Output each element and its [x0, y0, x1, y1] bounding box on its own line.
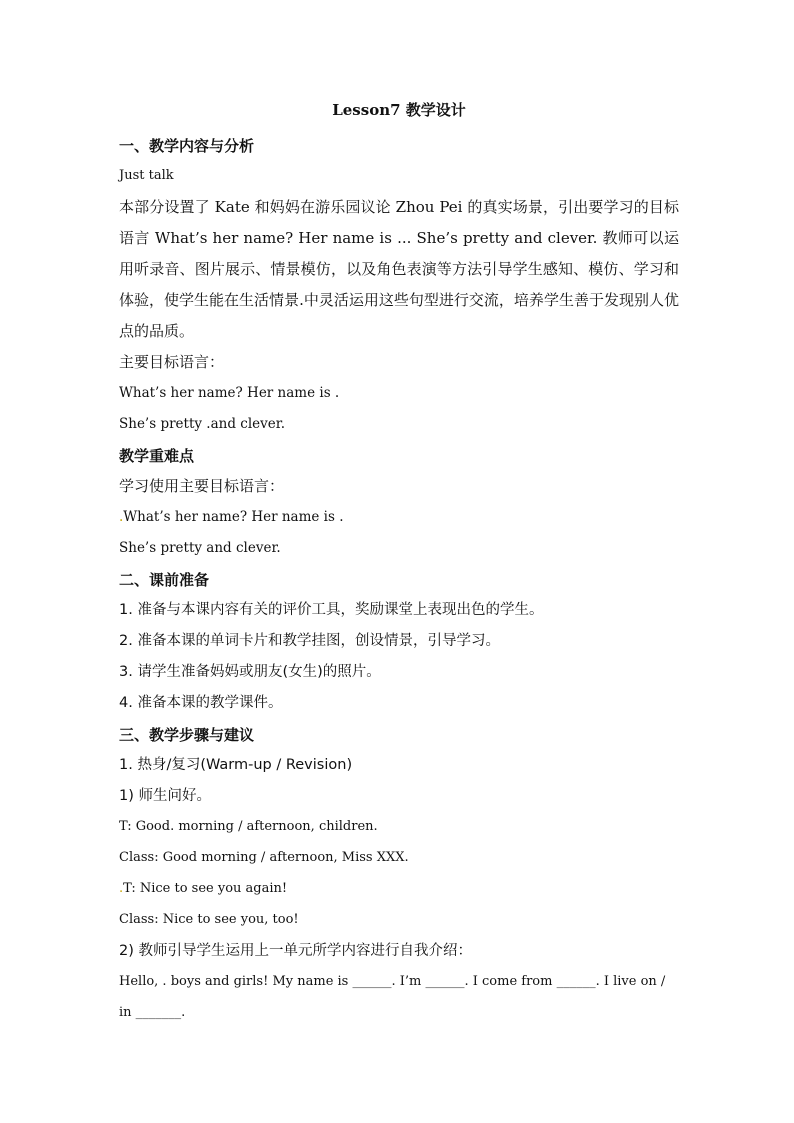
sub-step-greeting: 1) 师生问好。 — [119, 788, 211, 804]
self-intro-template: Hello, . boys and girls! My name is ______. I’m ______. I come from ______. I live on / — [119, 974, 666, 989]
prep-item-1: 1. 准备与本课内容有关的评价工具，奖励课堂上表现出色的学生。 — [119, 602, 544, 618]
key-sentence-2: She’s pretty and clever. — [119, 540, 281, 556]
target-language-label: 主要目标语言： — [119, 353, 225, 371]
target-sentence-1: What’s her name? Her name is . — [119, 385, 340, 401]
key-sentence-1-text: What’s her name? Her name is . — [123, 509, 344, 525]
key-sentence-1 — [119, 502, 679, 533]
prep-item-3: 3. 请学生准备妈妈或朋友(女生)的照片。 — [119, 664, 381, 680]
document-title: Lesson7 教学设计 — [332, 101, 466, 119]
stray-mark: . — [119, 881, 124, 896]
dialogue-line-4: Class: Nice to see you, too! — [119, 912, 299, 927]
sub-step-self-intro: 2) 教师引导学生运用上一单元所学内容进行自我介绍： — [119, 943, 472, 959]
dialogue-line-1: T: Good. morning / afternoon, children. — [119, 819, 378, 834]
dialogue-line-3 — [119, 874, 679, 905]
key-points-intro: 学习使用主要目标语言： — [119, 477, 285, 495]
document-page — [119, 100, 679, 1029]
section-heading-key-points: 教学重难点 — [119, 447, 195, 465]
self-intro-template-end: in _______. — [119, 1005, 186, 1020]
section-heading-content-analysis: 一、教学内容与分析 — [119, 137, 255, 155]
prep-item-2: 2. 准备本课的单词卡片和教学挂图，创设情景，引导学习。 — [119, 633, 500, 649]
step-warm-up: 1. 热身/复习(Warm-up / Revision) — [119, 757, 353, 773]
target-sentence-2: She’s pretty .and clever. — [119, 416, 286, 432]
section-heading-preparation: 二、课前准备 — [119, 571, 210, 589]
stray-mark: . — [119, 509, 124, 525]
subtitle-just-talk: Just talk — [119, 168, 174, 183]
dialogue-line-3-text: T: Nice to see you again! — [123, 881, 288, 896]
content-analysis-paragraph: 本部分设置了 Kate 和妈妈在游乐园议论 Zhou Pei 的真实场景，引出要学习的目标语言 What’s her name? Her name is ... She’s pretty and clever. 教师可以运用听录音、图片展示、情景模仿，以及角色表演等方法引导学生感知、模仿、学习和体验，使学生能在生活情景.中灵活运用这些句型进行交流，培养学生善于发现别人优点的品质。 — [119, 198, 679, 340]
prep-item-4: 4. 准备本课的教学课件。 — [119, 695, 283, 711]
section-heading-teaching-steps: 三、教学步骤与建议 — [119, 726, 255, 744]
dialogue-line-2: Class: Good morning / afternoon, Miss XXX. — [119, 850, 409, 865]
